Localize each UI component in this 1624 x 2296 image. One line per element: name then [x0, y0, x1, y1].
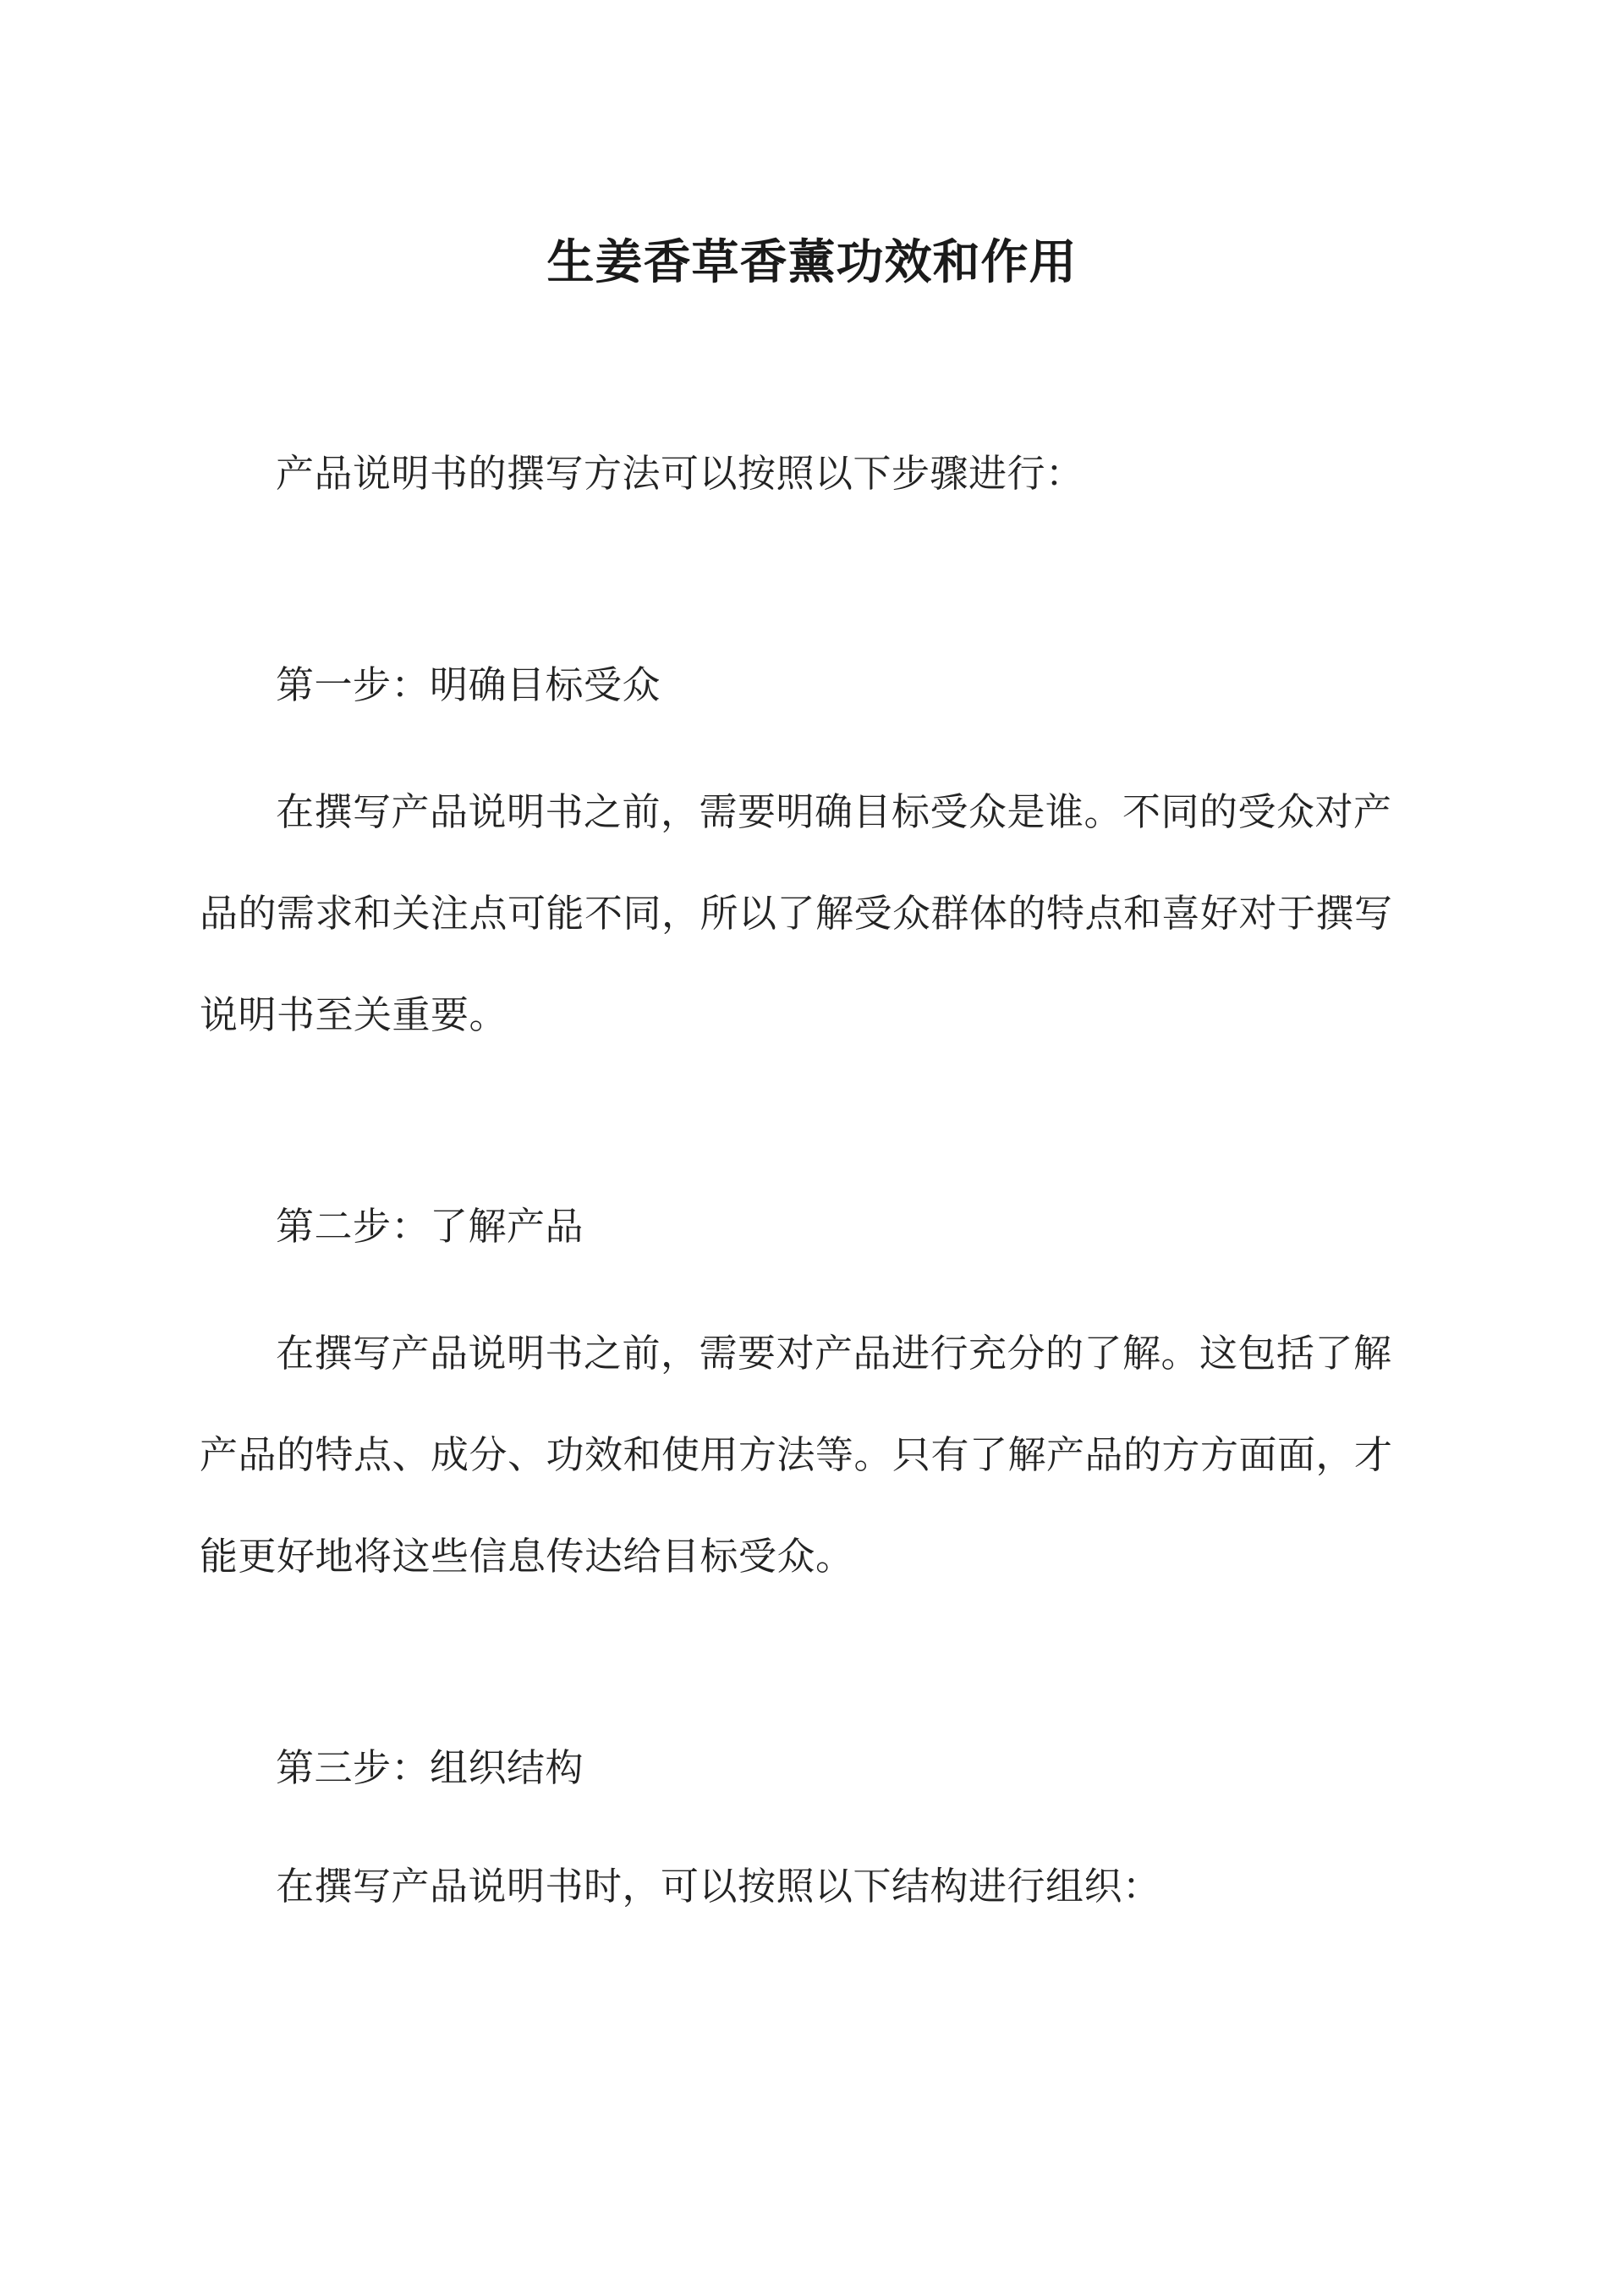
intro-paragraph: 产品说明书的撰写方法可以按照以下步骤进行：	[276, 451, 1084, 496]
step-3-heading: 第三步：组织结构	[276, 1745, 584, 1790]
document-title: 生姜香草香薰功效和作用	[546, 233, 1078, 290]
step-1-body: 在撰写产品说明书之前，需要明确目标受众是谁。不同的受众对产品的需求和关注点可能不同，所以了解受众群体的特点和喜好对于撰写说明书至关重要。	[200, 789, 1393, 1037]
step-2-heading: 第二步：了解产品	[276, 1204, 584, 1249]
step-1-heading: 第一步：明确目标受众	[276, 662, 661, 707]
step-3-body: 在撰写产品说明书时，可以按照以下结构进行组织：	[276, 1864, 1161, 1909]
step-2-body: 在撰写产品说明书之前，需要对产品进行充分的了解。这包括了解产品的特点、成分、功效和使用方法等。只有了解产品的方方面面，才能更好地将这些信息传达给目标受众。	[200, 1331, 1393, 1579]
